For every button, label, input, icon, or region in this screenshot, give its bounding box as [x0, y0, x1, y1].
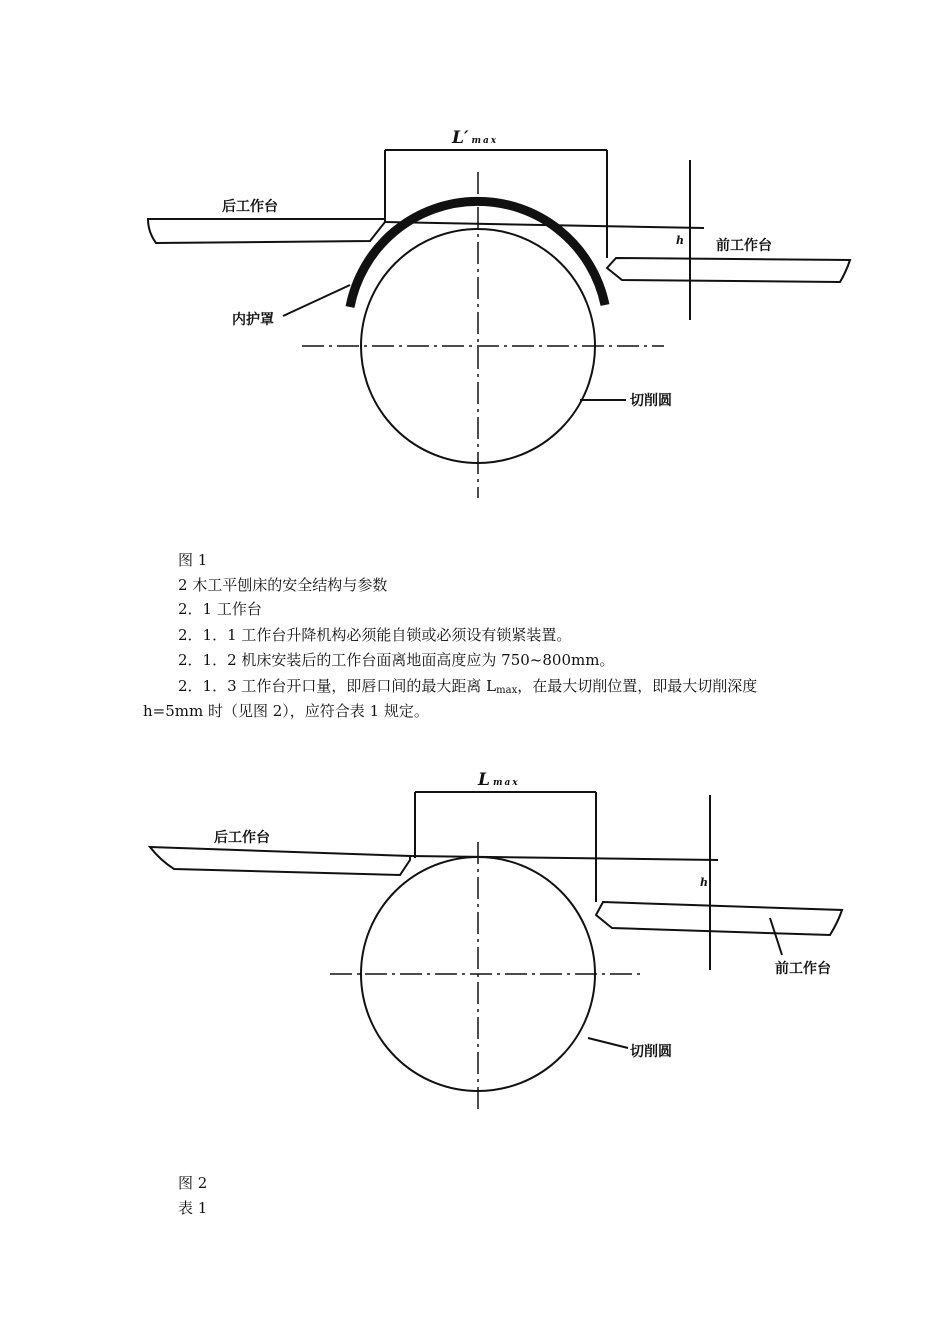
- label-lmax: Lmax: [478, 770, 520, 790]
- front-table: [607, 258, 850, 282]
- item-2-1-1: 2．1．1 工作台升降机构必须能自锁或必须设有锁紧装置。: [178, 626, 572, 644]
- item-2-1-3-continued: h=5mm 时（见图 2），应符合表 1 规定。: [143, 702, 429, 720]
- figure-2: [0, 740, 950, 1160]
- label-rear-table: 后工作台: [214, 830, 270, 846]
- table-1-caption: 表 1: [178, 1199, 208, 1217]
- label-front-table: 前工作台: [716, 238, 772, 254]
- leader-cutter: [588, 1038, 628, 1048]
- label-rear-table: 后工作台: [222, 199, 278, 215]
- sub-heading: 2．1 工作台: [178, 600, 262, 618]
- figure-2-caption: 图 2: [178, 1174, 208, 1192]
- figure-1: [0, 0, 950, 540]
- label-cutter: 切削圆: [630, 393, 672, 409]
- item-2-1-3: 2．1．3 工作台开口量，即唇口间的最大距离 $L_{max}$，在最大切削位置，即最大切削深度: [178, 677, 758, 696]
- label-h: h: [676, 234, 684, 247]
- label-inner-guard: 内护罩: [232, 312, 274, 328]
- front-table: [596, 902, 842, 935]
- label-h: h: [700, 876, 708, 889]
- leader-front-table: [770, 918, 782, 955]
- figure-1-caption: 图 1: [178, 551, 208, 569]
- rear-table: [148, 219, 385, 243]
- item-2-1-2: 2．1．2 机床安装后的工作台面离地面高度应为 750~800mm。: [178, 651, 615, 669]
- label-front-table: 前工作台: [775, 961, 831, 977]
- leader-inner-guard: [283, 285, 350, 316]
- label-lmax: L′ max: [452, 128, 499, 148]
- rear-table: [150, 847, 410, 875]
- section-heading: 2 木工平刨床的安全结构与参数: [178, 576, 388, 594]
- label-cutter: 切削圆: [630, 1044, 672, 1060]
